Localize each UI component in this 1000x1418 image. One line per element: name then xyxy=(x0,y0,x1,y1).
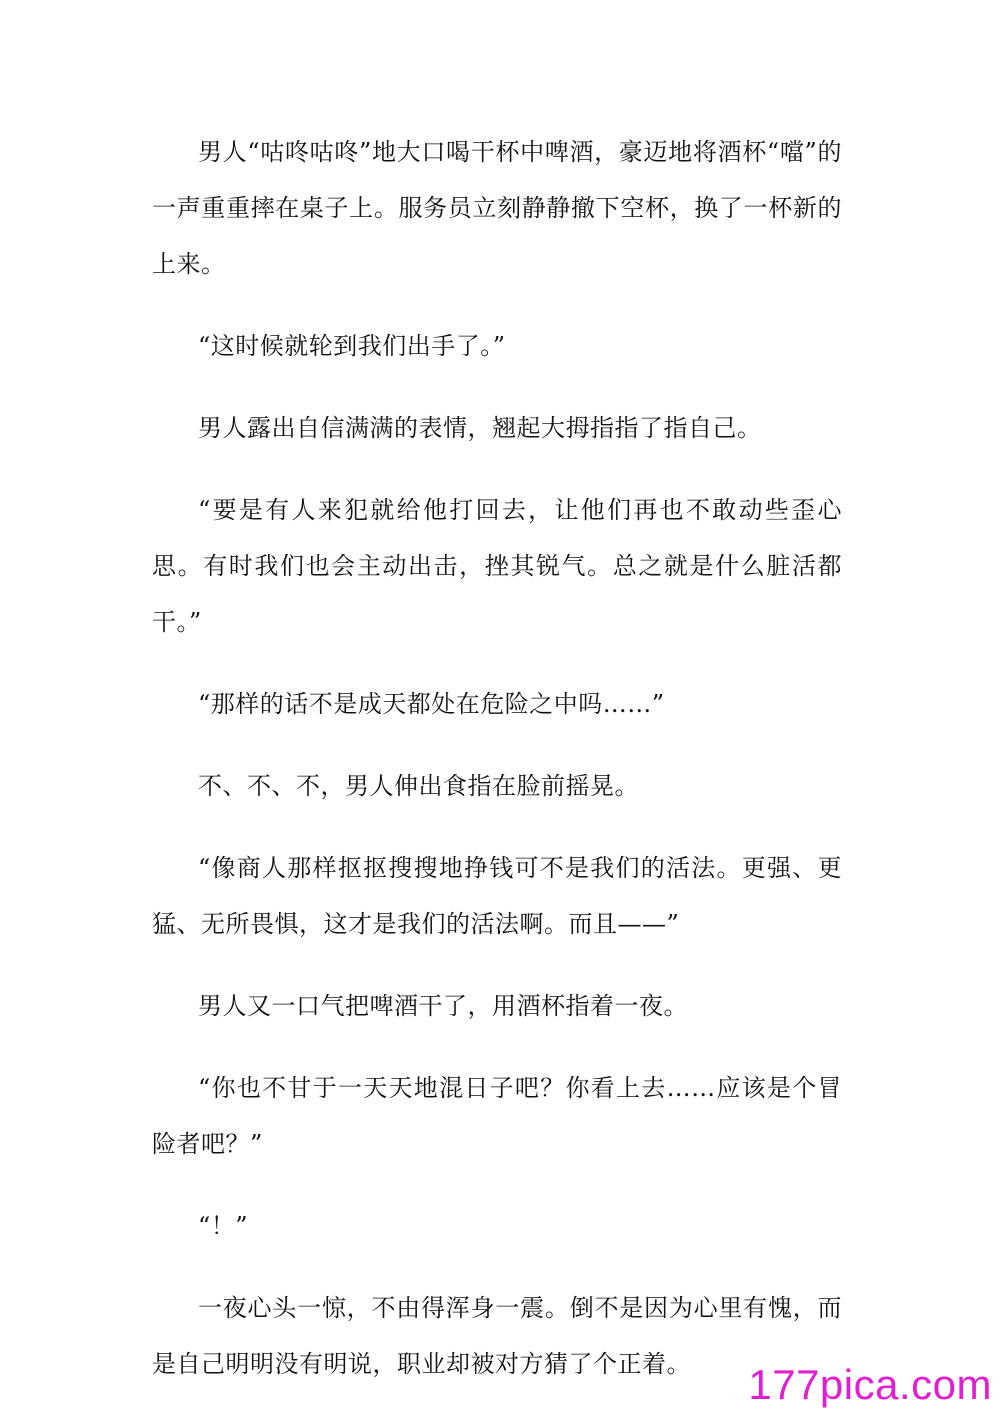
paragraph: 男人又一口气把啤酒干了，用酒杯指着一夜。 xyxy=(198,992,688,1020)
paragraph: “要是有人来犯就给他打回去，让他们再也不敢动些歪心思。有时我们也会主动出击，挫其锐气。总之就是什么脏活都干。” xyxy=(152,496,842,636)
paragraph: “这时候就轮到我们出手了。” xyxy=(198,332,506,360)
paragraph: “你也不甘于一天天地混日子吧？你看上去……应该是个冒险者吧？” xyxy=(152,1074,842,1158)
paragraph: “！” xyxy=(198,1212,249,1240)
paragraph: 不、不、不，男人伸出食指在脸前摇晃。 xyxy=(198,772,639,800)
watermark: 177pica.com xyxy=(748,1361,992,1408)
paragraph: “像商人那样抠抠搜搜地挣钱可不是我们的活法。更强、更猛、无所畏惧，这才是我们的活法啊。而且——” xyxy=(152,854,842,938)
paragraph: 男人“咕咚咕咚”地大口喝干杯中啤酒，豪迈地将酒杯“噹”的一声重重摔在桌子上。服务员立刻静静撤下空杯，换了一杯新的上来。 xyxy=(152,138,842,278)
paragraph: 男人露出自信满满的表情，翘起大拇指指了指自己。 xyxy=(198,414,762,442)
text-body xyxy=(152,124,842,1418)
paragraph: 一夜心头一惊，不由得浑身一震。倒不是因为心里有愧，而是自己明明没有明说，职业却被对方猜了个正着。 xyxy=(152,1294,842,1378)
paragraph: “那样的话不是成天都处在危险之中吗……” xyxy=(198,690,665,718)
